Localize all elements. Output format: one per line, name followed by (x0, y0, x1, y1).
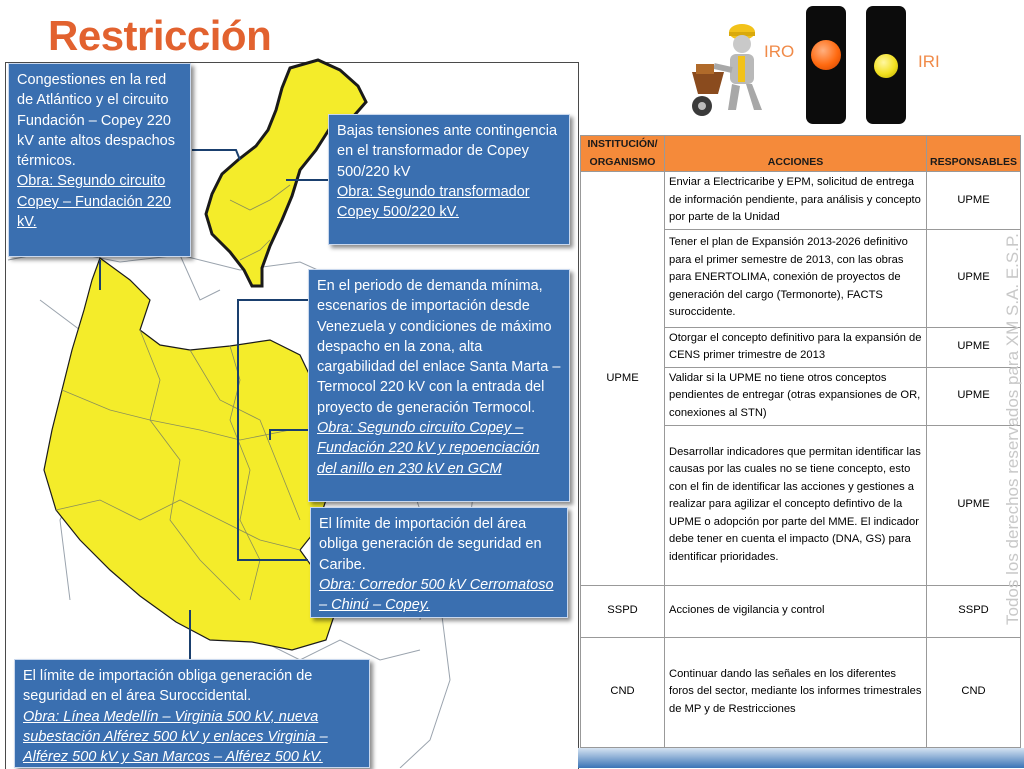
cell-resp: UPME (927, 229, 1021, 327)
actions-table (580, 135, 1021, 748)
callout-obra-link[interactable]: Obra: Segundo circuito Copey – Fundación 220 kV. (17, 173, 171, 231)
cell-accion: Validar si la UPME no tiene otros conceptos pendientes de entregar (otras expansiones de OR, conexiones al STN) (665, 367, 927, 425)
callout-obra-link[interactable]: Obra: Segundo circuito Copey – Fundación 220 kV y repoenciación del anillo en 230 kV en GCM (317, 420, 540, 477)
cell-accion: Acciones de vigilancia y control (665, 585, 927, 637)
iro-label: IRO (764, 42, 795, 61)
table-header-row (581, 136, 1021, 172)
callout-suroccidental (14, 659, 370, 768)
header-responsables: RESPONSABLES (927, 136, 1021, 172)
iro-traffic-light (806, 6, 846, 124)
map-region-suroccidental (44, 258, 336, 650)
cell-accion: Desarrollar indicadores que permitan identificar las causas por las cuales no se tiene concepto, esto con el fin de identificar las acciones y gestiones a realizar para agilizar el concepto defintivo de la UPME o adopción por parte del MME. El indicador debe tener en cuenta el impacto (DNA, GS) para identificar prioridades. (665, 425, 927, 585)
callout-atlantico (8, 63, 191, 257)
iri-label: IRI (918, 52, 940, 71)
callout-obra-link[interactable]: Obra: Segundo transformador Copey 500/220 kV. (337, 183, 530, 221)
callout-limite-caribe (310, 507, 568, 618)
callout-text: Congestiones en la red de Atlántico y el circuito Fundación – Copey 220 kV ante altos despachos térmicos. (17, 72, 175, 170)
iro-bulb-icon (811, 40, 841, 70)
callout-obra-link[interactable]: Obra: Corredor 500 kV Cerromatoso – Chinú – Copey. (319, 576, 554, 614)
iri-bulb-icon (874, 54, 898, 78)
cell-resp: UPME (927, 367, 1021, 425)
callout-text: Bajas tensiones ante contingencia en el transformador de Copey 500/220 kV (337, 123, 558, 180)
cell-inst-cnd: CND (581, 637, 665, 747)
cell-resp: UPME (927, 172, 1021, 230)
cell-accion: Continuar dando las señales en los diferentes foros del sector, mediante los informes trimestrales de MP y de Restricciones (665, 637, 927, 747)
callout-text: En el periodo de demanda mínima, escenarios de importación desde Venezuela y condiciones de máximo despacho en la zona, alta cargabilidad del enlace Santa Marta – Termocol 220 kV con la entrada del proyecto de generación Termocol. (317, 278, 561, 416)
cell-accion: Tener el plan de Expansión 2013-2026 definitivo para el primer semestre de 2013, con las obras para ENERTOLIMA, conexión de proyectos de generación del cargo (Termonorte), FACTS suroccidente. (665, 229, 927, 327)
callout-demanda-minima (308, 269, 570, 502)
callout-obra-link[interactable]: Obra: Línea Medellín – Virginia 500 kV, nueva subestación Alférez 500 kV y enlaces Virginia – Alférez 500 kV y San Marcos – Alférez 500 kV. (23, 708, 328, 766)
callout-text: El límite de importación obliga generación de seguridad en el área Suroccidental. (23, 668, 313, 705)
cell-resp: UPME (927, 425, 1021, 585)
callout-copey-transformer (328, 114, 570, 245)
table-row (581, 637, 1021, 747)
page-title: Restricción (48, 12, 272, 59)
header-institucion: INSTITUCIÓN/ ORGANISMO (581, 136, 665, 172)
bottom-bar (578, 748, 1024, 768)
table-row (581, 585, 1021, 637)
cell-inst-upme: UPME (581, 172, 665, 586)
cell-accion: Enviar a Electricaribe y EPM, solicitud de entrega de información pendiente, para análisis y concepto por parte de la Unidad (665, 172, 927, 230)
worker-wheelbarrow-icon (684, 14, 768, 124)
cell-resp: CND (927, 637, 1021, 747)
cell-resp: SSPD (927, 585, 1021, 637)
cell-inst-sspd: SSPD (581, 585, 665, 637)
callout-text: El límite de importación del área obliga generación de seguridad en Caribe. (319, 516, 542, 573)
watermark: Todos los derechos reservados para XM S.A. E.S.P. (1003, 233, 1022, 625)
header-acciones: ACCIONES (665, 136, 927, 172)
cell-resp: UPME (927, 327, 1021, 367)
iri-traffic-light (866, 6, 906, 124)
table-row (581, 172, 1021, 230)
cell-accion: Otorgar el concepto definitivo para la expansión de CENS primer trimestre de 2013 (665, 327, 927, 367)
